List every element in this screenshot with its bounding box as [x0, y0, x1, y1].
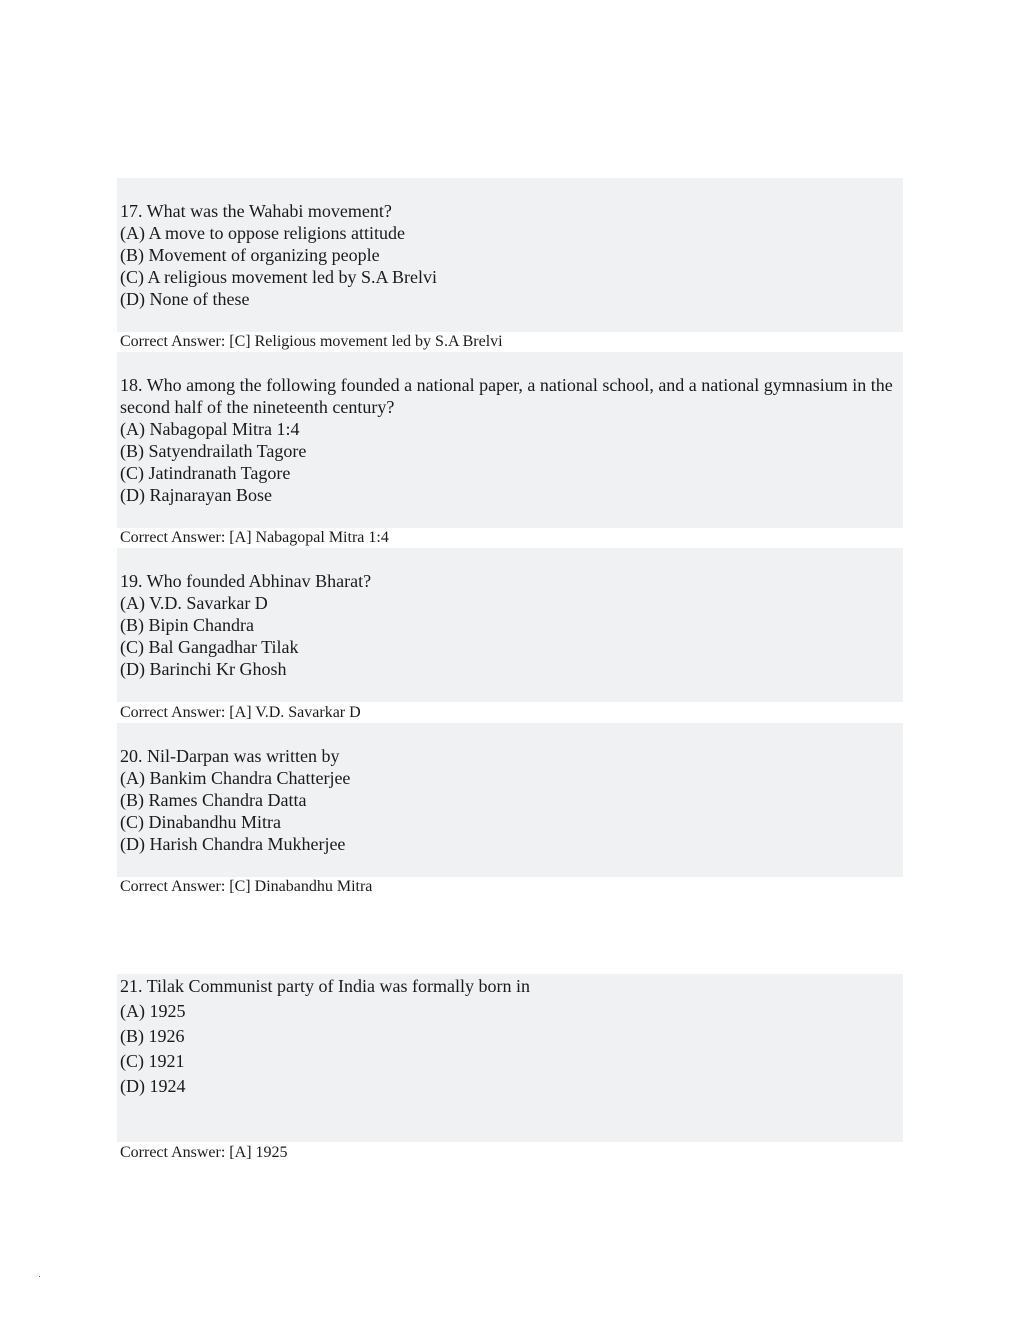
correct-answer-21: Correct Answer: [A] 1925 — [120, 1144, 288, 1161]
option-d: (D) 1924 — [120, 1076, 186, 1096]
question-text: 18. Who among the following founded a national paper, a national school, and a national gymnasium in the second half of the nineteenth century? — [120, 375, 893, 417]
option-a: (A) 1925 — [120, 1001, 186, 1021]
correct-answer-17: Correct Answer: [C] Religious movement led by S.A Brelvi — [120, 333, 503, 350]
option-d: (D) Rajnarayan Bose — [120, 485, 272, 505]
option-c: (C) A religious movement led by S.A Brelvi — [120, 267, 437, 287]
option-c: (C) Jatindranath Tagore — [120, 463, 291, 483]
question-text: 20. Nil-Darpan was written by — [120, 746, 340, 766]
option-d: (D) Harish Chandra Mukherjee — [120, 834, 346, 854]
option-a: (A) Bankim Chandra Chatterjee — [120, 768, 351, 788]
option-a: (A) Nabagopal Mitra 1:4 — [120, 419, 300, 439]
correct-answer-19: Correct Answer: [A] V.D. Savarkar D — [120, 704, 361, 721]
option-b: (B) Rames Chandra Datta — [120, 790, 307, 810]
question-block-20 — [117, 723, 903, 877]
option-b: (B) Satyendrailath Tagore — [120, 441, 307, 461]
question-block-21 — [117, 974, 903, 1142]
option-a: (A) A move to oppose religions attitude — [120, 223, 405, 243]
question-text: 21. Tilak Communist party of India was formally born in — [120, 976, 530, 996]
option-a: (A) V.D. Savarkar D — [120, 593, 268, 613]
question-block-19 — [117, 548, 903, 702]
question-block-17 — [117, 178, 903, 332]
option-d: (D) Barinchi Kr Ghosh — [120, 659, 287, 679]
question-text: 19. Who founded Abhinav Bharat? — [120, 571, 372, 591]
option-b: (B) 1926 — [120, 1026, 185, 1046]
option-b: (B) Bipin Chandra — [120, 615, 254, 635]
option-c: (C) Dinabandhu Mitra — [120, 812, 281, 832]
option-c: (C) Bal Gangadhar Tilak — [120, 637, 299, 657]
correct-answer-18: Correct Answer: [A] Nabagopal Mitra 1:4 — [120, 529, 389, 546]
question-block-18 — [117, 352, 903, 528]
correct-answer-20: Correct Answer: [C] Dinabandhu Mitra — [120, 878, 373, 895]
option-d: (D) None of these — [120, 289, 250, 309]
question-text: 17. What was the Wahabi movement? — [120, 201, 392, 221]
page-speck — [39, 1276, 40, 1277]
option-c: (C) 1921 — [120, 1051, 185, 1071]
option-b: (B) Movement of organizing people — [120, 245, 380, 265]
